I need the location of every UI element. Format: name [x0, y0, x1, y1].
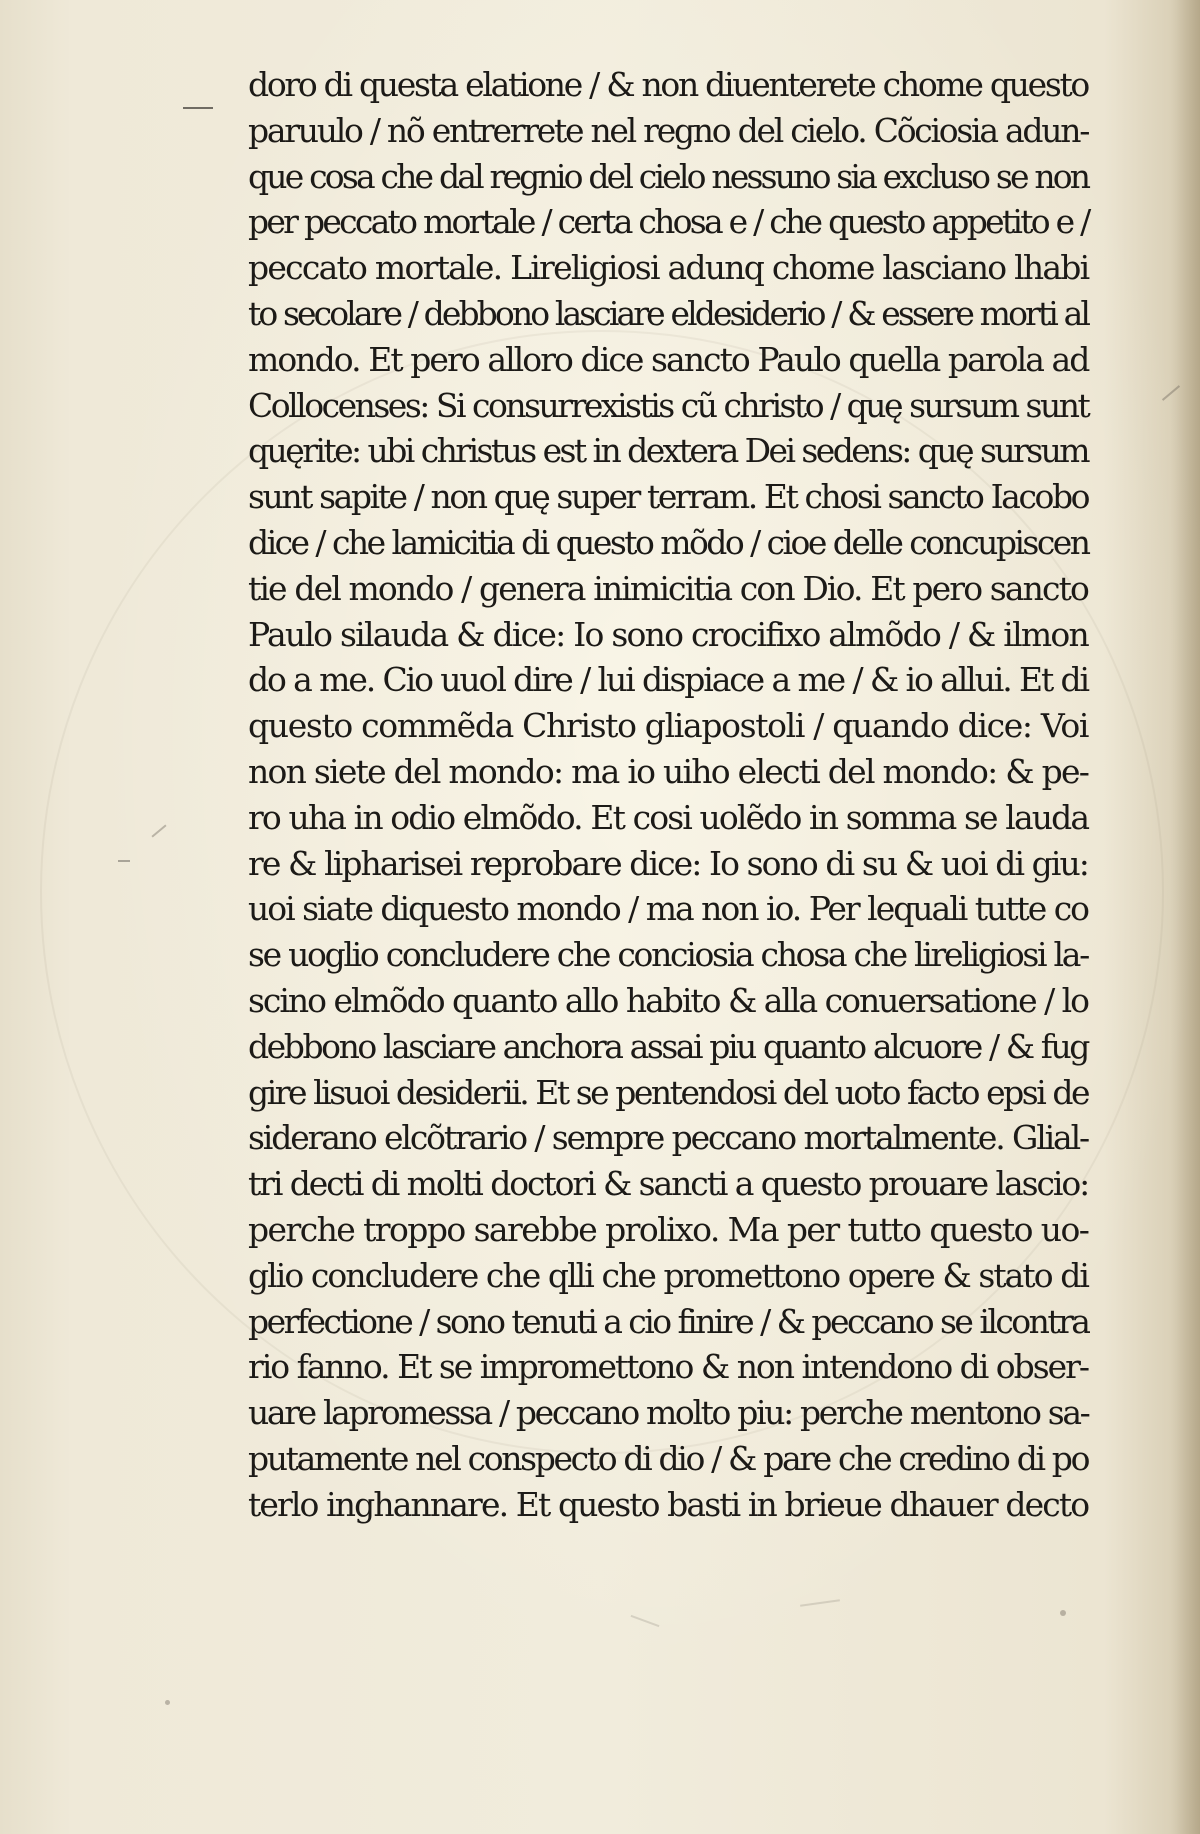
text-line: per peccato mortale / certa chosa e / che questo appetito e / — [248, 202, 1089, 242]
text-line: Collocenses: Si consurrexistis cũ christo / quę sursum sunt — [248, 385, 1089, 425]
text-line: terlo inghannare. Et questo basti in brieue dhauer decto — [248, 1484, 1089, 1524]
text-line: paruulo / nõ entrerrete nel regno del cielo. Cõciosia adun- — [248, 110, 1089, 150]
text-line: perche troppo sarebbe prolixo. Ma per tutto questo uo- — [248, 1209, 1089, 1249]
text-line: non siete del mondo: ma io uiho electi del mondo: & pe- — [248, 751, 1089, 791]
margin-mark — [183, 107, 213, 109]
text-line: quęrite: ubi christus est in dextera Dei sedens: quę sursum — [248, 431, 1088, 471]
text-line: rio fanno. Et se impromettono & non intendono di obser- — [248, 1347, 1088, 1387]
page-edge-shadow — [1170, 0, 1200, 1834]
text-line: doro di questa elatione / & non diuenterete chome questo — [248, 65, 1088, 104]
margin-mark-small — [118, 860, 130, 862]
text-line: perfectione / sono tenuti a cio finire / & peccano se ilcontra — [248, 1301, 1089, 1341]
text-line: putamente nel conspecto di dio / & pare che credino di po — [248, 1438, 1089, 1478]
text-line: ro uha in odio elmõdo. Et cosi uolẽdo in somma se lauda — [248, 797, 1089, 837]
text-line: to secolare / debbono lasciare eldesiderio / & essere morti al — [248, 293, 1088, 333]
text-line: debbono lasciare anchora assai piu quanto alcuore / & fug — [248, 1026, 1088, 1066]
stray-mark — [1060, 1610, 1066, 1616]
text-line: peccato mortale. Lireligiosi adunq chome lasciano lhabi — [248, 248, 1089, 288]
text-line: tie del mondo / genera inimicitia con Dio. Et pero sancto — [248, 568, 1088, 608]
stray-mark — [800, 1599, 840, 1607]
text-line: uare lapromessa / peccano molto piu: perche mentono sa- — [248, 1393, 1089, 1433]
text-line: do a me. Cio uuol dire / lui dispiace a me / & io allui. Et di — [248, 660, 1088, 700]
text-line: tri decti di molti doctori & sancti a questo prouare lascio: — [248, 1164, 1089, 1204]
text-line: scino elmõdo quanto allo habito & alla conuersatione / lo — [248, 980, 1089, 1020]
text-line: re & lipharisei reprobare dice: Io sono di su & uoi di giu: — [248, 843, 1088, 883]
text-line: glio concludere che qlli che promettono opere & stato di — [248, 1255, 1089, 1295]
text-line: Paulo silauda & dice: Io sono crocifixo almõdo / & ilmon — [248, 614, 1088, 654]
text-line: siderano elcõtrario / sempre peccano mortalmente. Glial- — [248, 1118, 1088, 1158]
text-line: gire lisuoi desiderii. Et se pentendosi del uoto facto epsi de — [248, 1072, 1089, 1112]
text-line: se uoglio concludere che conciosia chosa che lireligiosi la- — [248, 935, 1088, 975]
text-line: uoi siate diquesto mondo / ma non io. Per lequali tutte co — [248, 889, 1088, 929]
printed-text-block — [248, 62, 1088, 1528]
text-line: que cosa che dal regnio del cielo nessuno sia excluso se non — [248, 156, 1089, 196]
stray-mark — [165, 1700, 170, 1705]
text-line: mondo. Et pero alloro dice sancto Paulo quella parola ad — [248, 339, 1089, 379]
text-line: dice / che lamicitia di questo mõdo / cioe delle concupiscen — [248, 522, 1089, 562]
stray-mark — [631, 1615, 660, 1627]
text-line: sunt sapite / non quę super terram. Et chosi sancto Iacobo — [248, 477, 1089, 517]
text-line: questo commẽda Christo gliapostoli / quando dice: Voi — [248, 706, 1089, 746]
